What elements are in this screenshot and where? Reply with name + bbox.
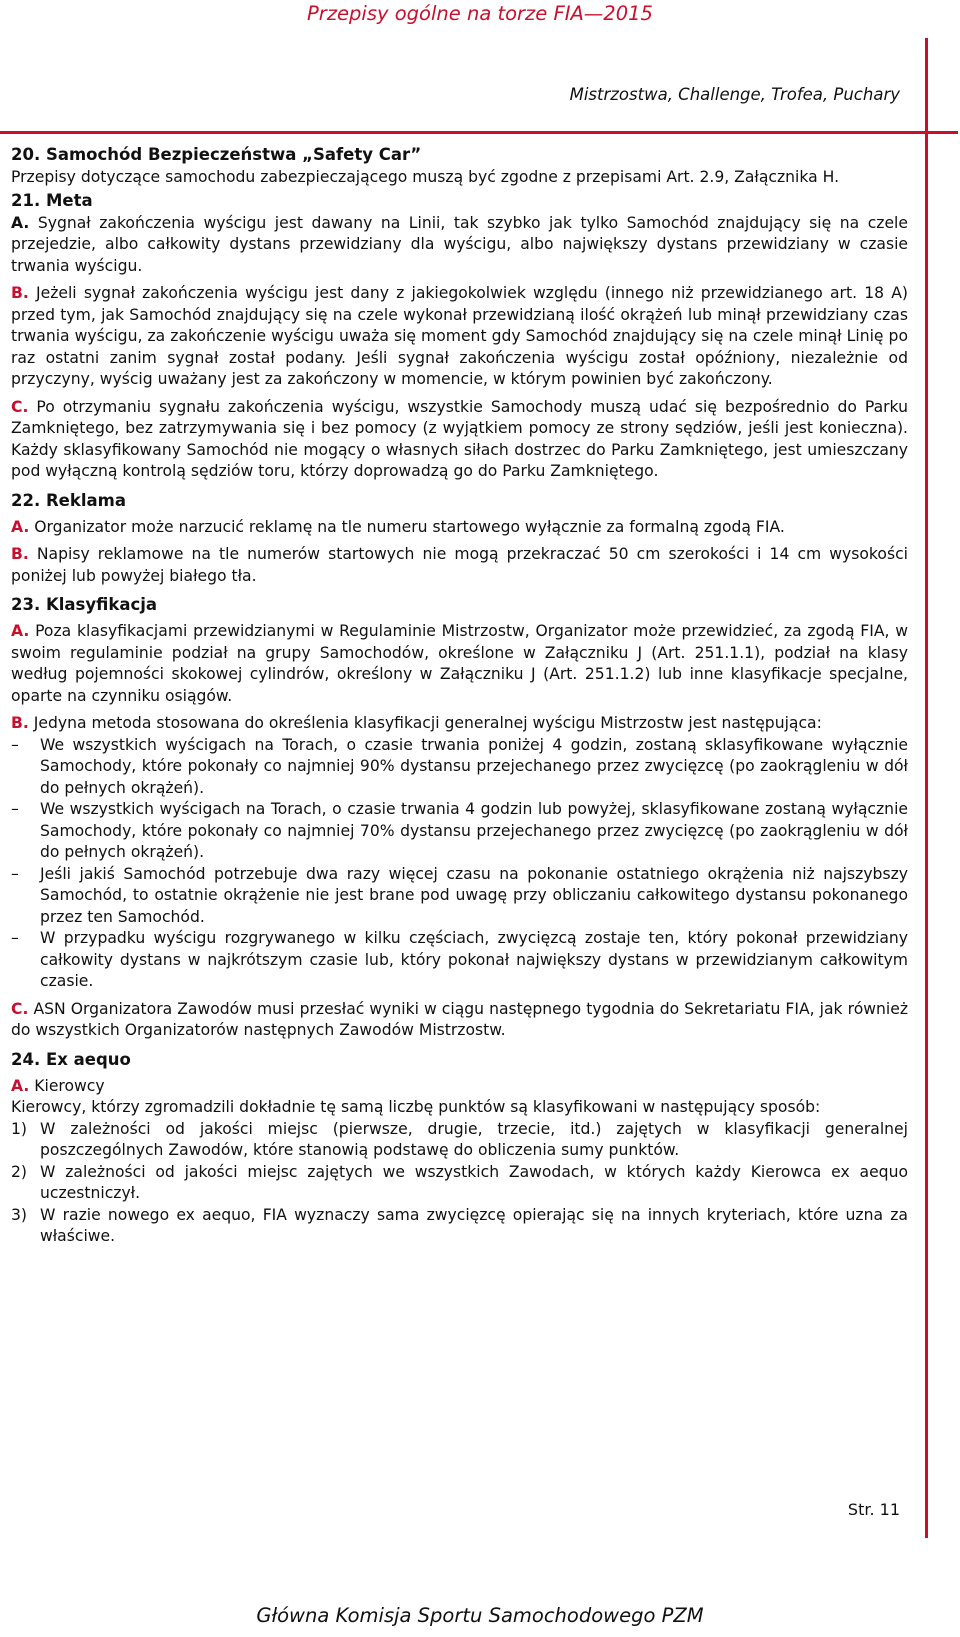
point-text: Organizator może narzucić reklamę na tle numeru startowego wyłącznie za formalną zgodą FIA. xyxy=(34,517,785,536)
section-21-a xyxy=(11,213,908,278)
point-text: ASN Organizatora Zawodów musi przesłać wyniki w ciągu następnego tygodnia do Sekretariatu FIA, jak również do wszystkich Organizatorów następnych Zawodów Mistrzostw. xyxy=(11,999,908,1039)
point-label: A. xyxy=(11,213,30,232)
point-label: C. xyxy=(11,397,29,416)
section-22-a xyxy=(11,517,908,539)
list-text: W zależności od jakości miejsc (pierwsze, drugie, trzecie, itd.) zajętych w klasyfikacji generalnej poszczególnych Zawodów, które stanowią podstawę do obliczenia sumy punktów. xyxy=(40,1119,908,1159)
section-23-c xyxy=(11,999,908,1042)
page-content xyxy=(11,143,908,1248)
point-label: B. xyxy=(11,714,29,732)
point-text: Jeżeli sygnał zakończenia wyścigu jest dany z jakiegokolwiek względu (innego niż przewidzianego art. 18 A) przed tym, jak Samochód znajdujący się na czele wykonał przewidzianą ilość okrążeń lub minął przewidziany czas trwania wyścigu, za zakończenie wyścigu uważa się moment gdy Samochód znajdujący się na czele minął Linię po raz ostatni zanim sygnał został podany. Jeśli sygnał zakończenia wyścigu został opóźniony, niezależnie od przyczyny, wyścig uważany jest za zakończony w momencie, w którym powinien być zakończony. xyxy=(11,284,908,388)
list-number: 1) xyxy=(11,1119,28,1138)
point-text: Kierowcy xyxy=(34,1076,105,1095)
list-item: – Jeśli jakiś Samochód potrzebuje dwa razy więcej czasu na pokonanie ostatniego okrążenia niż najszybszy Samochód, to ostatnie okrążenie nie jest brane pod uwagę przy obliczaniu całkowitego dystansu pokonanego przez ten Samochód. xyxy=(11,864,908,929)
point-label: A. xyxy=(11,622,30,640)
section-23-a xyxy=(11,621,908,707)
list-item xyxy=(11,1119,908,1162)
point-text: Napisy reklamowe na tle numerów startowych nie mogą przekraczać 50 cm szerokości i 14 cm wysokości poniżej lub powyżej białego tła. xyxy=(11,545,908,585)
list-item xyxy=(11,1205,908,1248)
tie-break-list xyxy=(11,1119,908,1248)
point-text: Po otrzymaniu sygnału zakończenia wyścigu, wszystkie Samochody muszą udać się bezpośrednio do Parku Zamkniętego, bez zatrzymywania się i bez pomocy (z wyjątkiem pomocy ze strony sędziów, jeśli jest konieczna). Każdy sklasyfikowany Samochód nie mogący o własnych siłach dostrzec do Parku Zamkniętego, jest umieszczany pod wyłączną kontrolą sędziów toru, którzy doprowadzą go do Parku Zamkniętego. xyxy=(11,397,908,480)
classification-rules-list xyxy=(11,735,908,993)
point-label: B. xyxy=(11,545,29,563)
list-item xyxy=(11,1162,908,1205)
point-label: A. xyxy=(11,517,30,536)
section-21-heading: 21. Meta xyxy=(11,190,93,210)
point-label: A. xyxy=(11,1076,30,1095)
list-item: – W przypadku wyścigu rozgrywanego w kilku częściach, zwycięzcą zostaje ten, który pokonał przewidziany całkowity dystans w najkrótszym czasie lub, który pokonał największy dystans w przewidzianym całkowitym czasie. xyxy=(11,928,908,993)
list-text: W zależności od jakości miejsc zajętych we wszystkich Zawodach, w których każdy Kierowca ex aequo uczestniczył. xyxy=(40,1162,908,1202)
section-22-b xyxy=(11,544,908,587)
list-number: 2) xyxy=(11,1162,28,1181)
point-label: C. xyxy=(11,999,29,1018)
section-23-heading: 23. Klasyfikacja xyxy=(11,595,158,614)
point-text: Poza klasyfikacjami przewidzianymi w Regulaminie Mistrzostw, Organizator może przewidzieć, za zgodą FIA, w swoim regulaminie podział na grupy Samochodów, określone w Załączniku J (Art. 251.1.1), podział na klasy według pojemności skokowej cylindrów, określony w Załączniku J (Art. 251.1.2) lub inne klasyfikacje specjalne, oparte na czynniku osiągów. xyxy=(11,622,908,705)
list-number: 3) xyxy=(11,1205,28,1224)
point-label: B. xyxy=(11,284,29,302)
section-21-c xyxy=(11,397,908,483)
list-item: – We wszystkich wyścigach na Torach, o czasie trwania 4 godzin lub powyżej, sklasyfikowane zostaną wyłącznie Samochody, które pokonały co najmniej 70% dystansu przejechanego przez zwycięzcę (po zaokrągleniu w dół do pełnych okrążeń). xyxy=(11,799,908,864)
document-header-subtitle: Mistrzostwa, Challenge, Trofea, Puchary xyxy=(569,85,900,104)
section-22-heading: 22. Reklama xyxy=(11,490,126,510)
document-footer: Główna Komisja Sportu Samochodowego PZM xyxy=(256,1604,704,1627)
section-20-text: Przepisy dotyczące samochodu zabezpieczającego muszą być zgodne z przepisami Art. 2.9, Załącznika H. xyxy=(11,168,840,186)
list-text: W razie nowego ex aequo, FIA wyznaczy sama zwycięzcę opierając się na innych kryteriach, które uzna za właściwe. xyxy=(40,1205,908,1245)
section-23-b xyxy=(11,713,908,735)
section-21-b xyxy=(11,283,908,391)
section-20-heading: 20. Samochód Bezpieczeństwa „Safety Car” xyxy=(11,145,422,164)
page-number: Str. 11 xyxy=(847,1500,900,1519)
header-rule xyxy=(0,131,958,134)
margin-line-vertical xyxy=(925,38,928,1538)
section-24-intro: Kierowcy, którzy zgromadzili dokładnie tę samą liczbę punktów są klasyfikowani w następujący sposób: xyxy=(11,1098,821,1116)
list-item: – We wszystkich wyścigach na Torach, o czasie trwania poniżej 4 godzin, zostaną sklasyfikowane wyłącznie Samochody, które pokonały co najmniej 90% dystansu przejechanego przez zwycięzcę (po zaokrągleniu w dół do pełnych okrążeń). xyxy=(11,735,908,800)
section-24-a xyxy=(11,1076,908,1098)
section-24-heading: 24. Ex aequo xyxy=(11,1049,131,1069)
document-header-title: Przepisy ogólne na torze FIA—2015 xyxy=(307,2,653,25)
point-text: Sygnał zakończenia wyścigu jest dawany na Linii, tak szybko jak tylko Samochód znajdujący się na czele przejedzie, albo całkowity dystans przewidziany dla wyścigu, albo największy dystans przewidziany w czasie trwania wyścigu. xyxy=(11,213,908,275)
point-text: Jedyna metoda stosowana do określenia klasyfikacji generalnej wyścigu Mistrzostw jest następująca: xyxy=(33,714,822,732)
